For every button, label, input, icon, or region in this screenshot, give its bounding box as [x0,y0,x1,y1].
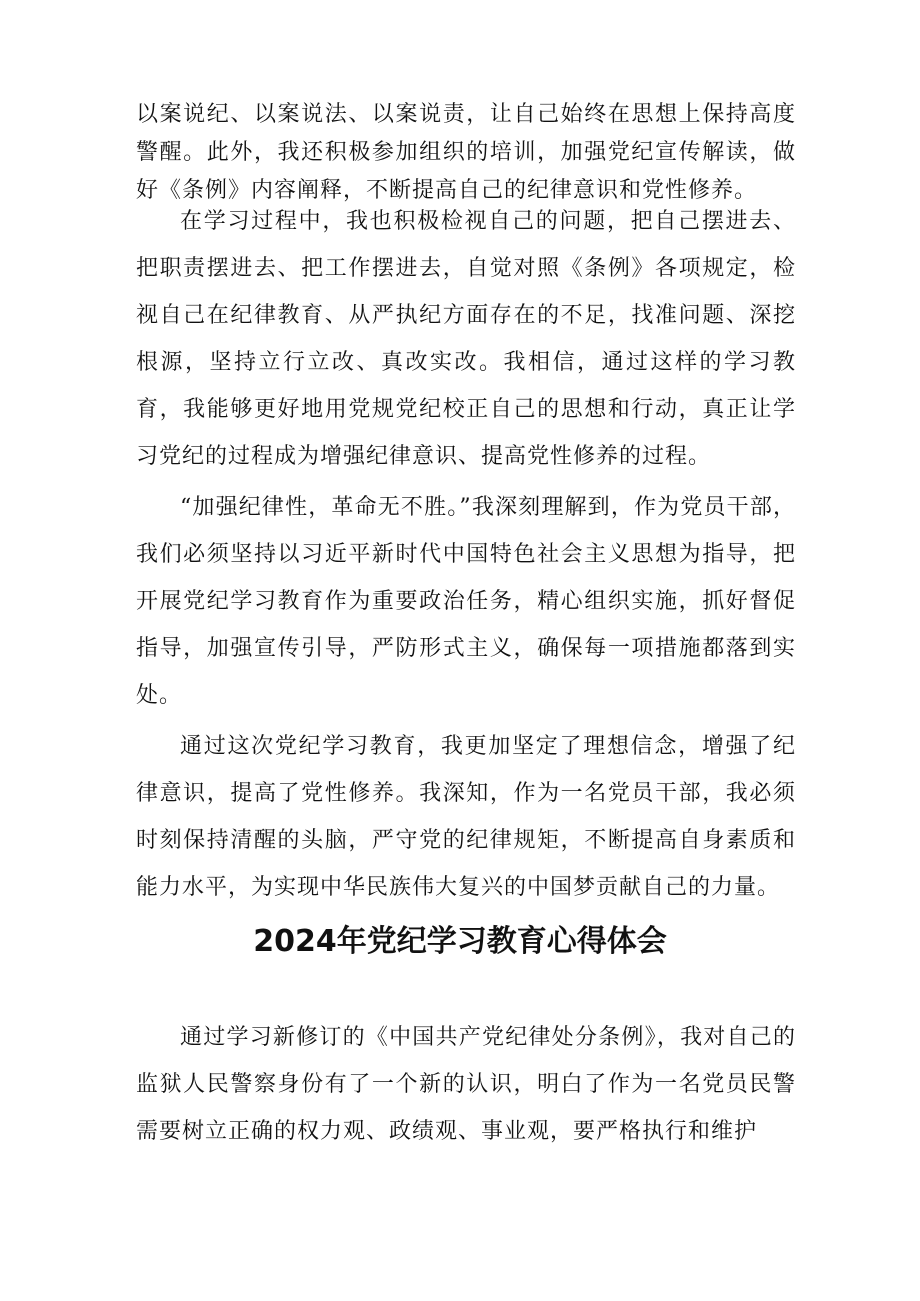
paragraph-self-examination: 在学习过程中，我也积极检视自己的问题，把自己摆进去、把职责摆进去、把工作摆进去，自觉对照《条例》各项规定，检视自己在纪律教育、从严执纪方面存在的不足，找准问题、深挖根源，坚持立行立改、真改实改。我相信，通过这样的学习教育，我能够更好地用党规党纪校正自己的思想和行动，真正让学习党纪的过程成为增强纪律意识、提高党性修养的过程。 [136,209,796,469]
paragraph-discipline-quote: “加强纪律性，革命无不胜。”我深刻理解到，作为党员干部，我们必须坚持以习近平新时代中国特色社会主义思想为指导，把开展党纪学习教育作为重要政治任务，精心组织实施，抓好督促指导，加强宣传引导，严防形式主义，确保每一项措施都落到实处。 [136,495,796,708]
paragraph-conclusion: 通过这次党纪学习教育，我更加坚定了理想信念，增强了纪律意识，提高了党性修养。我深知，作为一名党员干部，我必须时刻保持清醒的头脑，严守党的纪律规矩，不断提高自身素质和能力水平，为实现中华民族伟大复兴的中国梦贡献自己的力量。 [136,734,796,900]
paragraph-new-essay-intro: 通过学习新修订的《中国共产党纪律处分条例》，我对自己的监狱人民警察身份有了一个新的认识，明白了作为一名党员民警需要树立正确的权力观、政绩观、事业观，要严格执行和维护 [136,1025,796,1144]
document-title: 2024年党纪学习教育心得体会 [253,924,667,959]
paragraph-continuation: 以案说纪、以案说法、以案说责，让自己始终在思想上保持高度警醒。此外，我还积极参加组织的培训，加强党纪宣传解读，做好《条例》内容阐释，不断提高自己的纪律意识和党性修养。 [136,102,796,203]
